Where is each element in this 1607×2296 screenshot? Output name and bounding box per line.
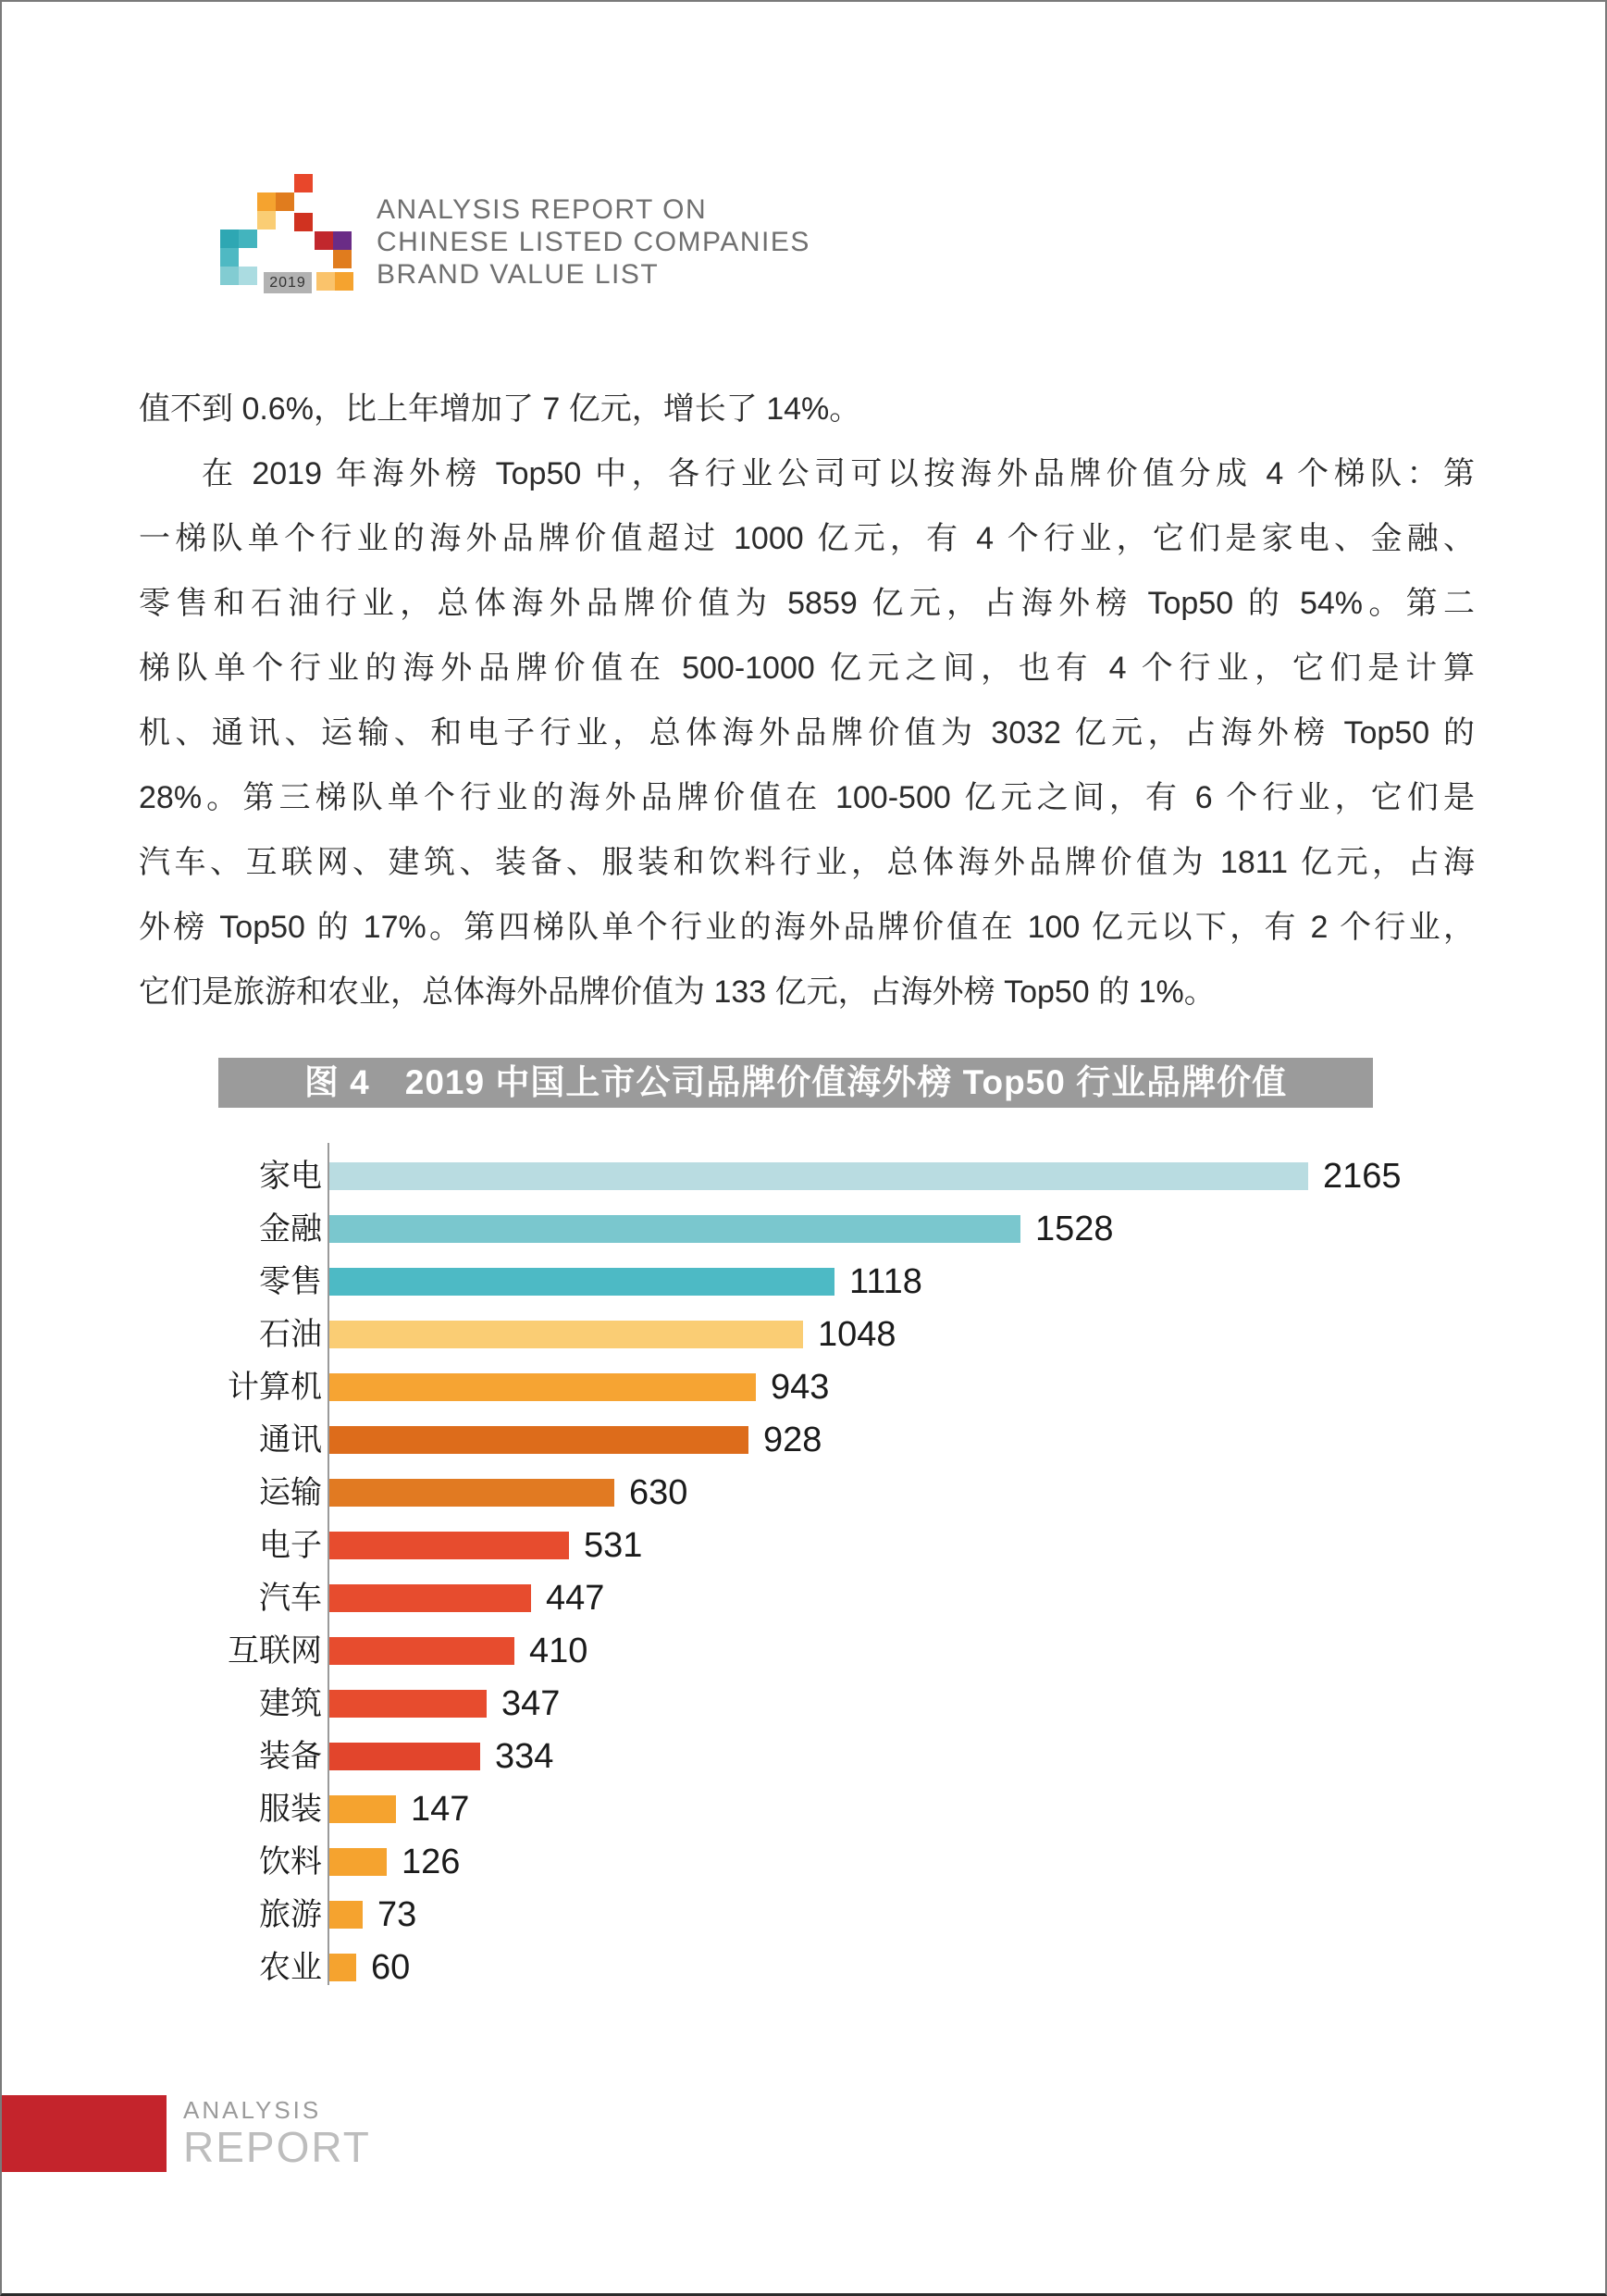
body-text-line: 梯队单个行业的海外品牌价值在 500-1000 亿元之间，也有 4 个行业，它们是计算 (139, 651, 1475, 686)
bar-label: 电子 (259, 1528, 322, 1563)
bar (329, 1637, 514, 1665)
chart-row (139, 1467, 1471, 1520)
bar-label: 石油 (259, 1317, 322, 1352)
bar-value: 410 (529, 1632, 588, 1670)
bar-value: 447 (546, 1579, 605, 1618)
chart-row (139, 1361, 1471, 1414)
logo-square (294, 174, 313, 192)
footer-wordmark (183, 2096, 371, 2170)
logo-square (276, 192, 294, 211)
body-text-line: 外榜 Top50 的 17%。第四梯队单个行业的海外品牌价值在 100 亿元以下，有 2 个行业， (139, 910, 1475, 945)
bar (329, 1321, 803, 1348)
bar (329, 1532, 569, 1559)
logo-year-badge: 2019 (264, 272, 312, 293)
logo-square (239, 267, 257, 285)
bar-label: 家电 (259, 1159, 322, 1194)
bar-label: 建筑 (259, 1686, 322, 1721)
header-wordmark-line: BRAND VALUE LIST (377, 259, 660, 290)
header-wordmark-line: CHINESE LISTED COMPANIES (377, 227, 810, 257)
bar-value: 347 (501, 1684, 561, 1723)
bar-value: 531 (584, 1526, 643, 1565)
bar (329, 1162, 1308, 1190)
logo-square (220, 248, 239, 267)
bar-label: 农业 (259, 1950, 322, 1985)
bar (329, 1479, 614, 1507)
body-text-line: 它们是旅游和农业，总体海外品牌价值为 133 亿元，占海外榜 Top50 的 1%。 (139, 974, 1216, 1010)
footer-analysis-label: ANALYSIS (183, 2096, 322, 2124)
bar-label: 旅游 (259, 1897, 322, 1932)
bar-label: 计算机 (228, 1370, 322, 1405)
chart-row (139, 1836, 1471, 1889)
chart-row (139, 1783, 1471, 1836)
bar-value: 73 (377, 1895, 417, 1934)
chart-row (139, 1150, 1471, 1203)
bar-value: 60 (371, 1948, 411, 1987)
logo-square (315, 231, 333, 250)
chart-row (139, 1309, 1471, 1361)
bar-label: 服装 (259, 1792, 322, 1827)
body-text-line: 零售和石油行业，总体海外品牌价值为 5859 亿元，占海外榜 Top50 的 54%。第二 (139, 586, 1475, 621)
bar (329, 1584, 531, 1612)
logo-square (257, 192, 276, 211)
bar-label: 运输 (259, 1475, 322, 1510)
bar (329, 1954, 356, 1981)
bar-value: 147 (411, 1790, 470, 1829)
logo-square (220, 230, 239, 248)
logo-square (220, 267, 239, 285)
body-text-line: 在 2019 年海外榜 Top50 中，各行业公司可以按海外品牌价值分成 4 个梯队：第 (202, 456, 1475, 491)
bar (329, 1690, 487, 1718)
bar-value: 334 (495, 1737, 554, 1776)
bar-value: 1048 (818, 1315, 896, 1354)
bar (329, 1848, 387, 1876)
logo-square (316, 272, 335, 291)
bar-value: 126 (402, 1843, 461, 1881)
header-wordmark (377, 193, 810, 291)
bar-value: 630 (629, 1473, 688, 1512)
chart-row (139, 1889, 1471, 1942)
bar (329, 1373, 756, 1401)
bar-value: 943 (771, 1368, 830, 1407)
bar-chart (139, 1150, 1471, 1994)
bar-label: 通讯 (259, 1422, 322, 1458)
chart-row (139, 1942, 1471, 1994)
chart-row (139, 1414, 1471, 1467)
bar-label: 互联网 (228, 1633, 322, 1669)
bar-label: 零售 (259, 1264, 322, 1299)
body-text-line: 一梯队单个行业的海外品牌价值超过 1000 亿元，有 4 个行业，它们是家电、金融、 (139, 521, 1475, 556)
bar-label: 装备 (259, 1739, 322, 1774)
bar-label: 金融 (259, 1211, 322, 1247)
header-wordmark-line: ANALYSIS REPORT ON (377, 194, 708, 225)
bar-value: 1528 (1035, 1210, 1114, 1248)
footer-report-label: REPORT (183, 2123, 371, 2171)
body-text-line: 汽车、互联网、建筑、装备、服装和饮料行业，总体海外品牌价值为 1811 亿元，占海 (139, 845, 1475, 880)
bar (329, 1743, 480, 1770)
logo-mosaic (220, 174, 359, 296)
chart-row (139, 1203, 1471, 1256)
logo-square (294, 213, 313, 231)
bar (329, 1268, 834, 1296)
bar-value: 1118 (849, 1262, 922, 1301)
bar-value: 928 (763, 1421, 822, 1459)
body-text (139, 377, 1475, 1024)
logo-square (335, 272, 353, 291)
logo-square (333, 231, 352, 250)
logo-square (239, 230, 257, 248)
chart-row (139, 1731, 1471, 1783)
logo-square (257, 211, 276, 230)
body-text-line: 值不到 0.6%，比上年增加了 7 亿元，增长了 14%。 (139, 391, 861, 427)
chart-row (139, 1256, 1471, 1309)
bar (329, 1901, 363, 1929)
bar (329, 1426, 748, 1454)
figure-title-bar (218, 1058, 1373, 1108)
footer-accent-block (2, 2095, 167, 2172)
chart-row (139, 1520, 1471, 1572)
figure-title: 图 4 2019 中国上市公司品牌价值海外榜 Top50 行业品牌价值 (303, 1063, 1288, 1101)
body-text-line: 机、通讯、运输、和电子行业，总体海外品牌价值为 3032 亿元，占海外榜 Top50 的 (139, 715, 1475, 751)
bar-label: 汽车 (259, 1581, 322, 1616)
bar-value: 2165 (1323, 1157, 1402, 1196)
bar (329, 1795, 396, 1823)
chart-row (139, 1678, 1471, 1731)
chart-row (139, 1572, 1471, 1625)
bar-label: 饮料 (259, 1844, 322, 1880)
bar (329, 1215, 1020, 1243)
chart-row (139, 1625, 1471, 1678)
body-text-line: 28%。第三梯队单个行业的海外品牌价值在 100-500 亿元之间，有 6 个行业，它们是 (139, 780, 1475, 815)
logo-square (333, 250, 352, 268)
